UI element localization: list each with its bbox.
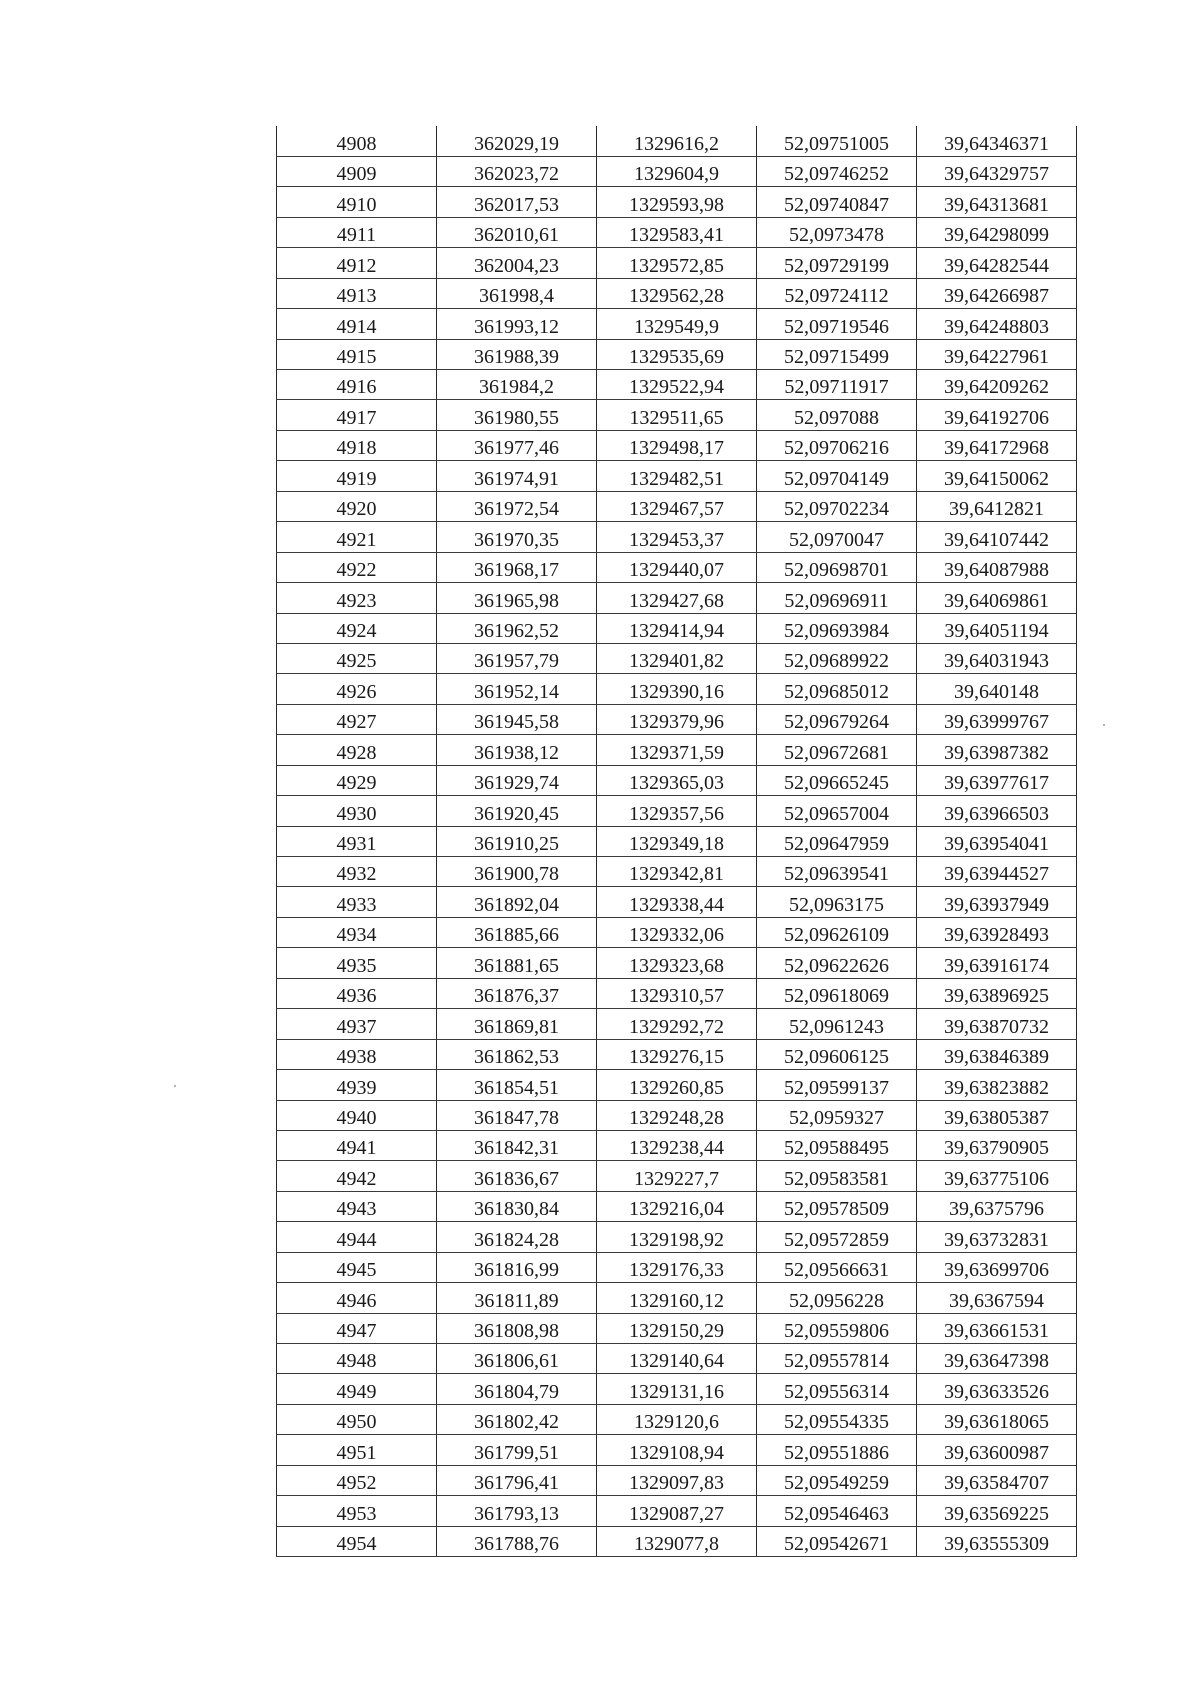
point-number-cell: 4948 (277, 1344, 437, 1374)
point-number-cell: 4921 (277, 522, 437, 552)
table-row (277, 309, 1077, 339)
longitude-cell: 39,64266987 (917, 278, 1077, 308)
x-coordinate-cell: 362004,23 (437, 248, 597, 278)
table-row (277, 1526, 1077, 1556)
point-number-cell: 4920 (277, 491, 437, 521)
latitude-cell: 52,09606125 (757, 1039, 917, 1069)
y-coordinate-cell: 1329248,28 (597, 1100, 757, 1130)
point-number-cell: 4925 (277, 643, 437, 673)
point-number-cell: 4917 (277, 400, 437, 430)
latitude-cell: 52,09554335 (757, 1404, 917, 1434)
x-coordinate-cell: 361957,79 (437, 643, 597, 673)
longitude-cell: 39,63823882 (917, 1070, 1077, 1100)
x-coordinate-cell: 361920,45 (437, 796, 597, 826)
table-row (277, 613, 1077, 643)
point-number-cell: 4919 (277, 461, 437, 491)
longitude-cell: 39,640148 (917, 674, 1077, 704)
y-coordinate-cell: 1329349,18 (597, 826, 757, 856)
x-coordinate-cell: 361808,98 (437, 1313, 597, 1343)
longitude-cell: 39,64298099 (917, 217, 1077, 247)
y-coordinate-cell: 1329120,6 (597, 1404, 757, 1434)
x-coordinate-cell: 361793,13 (437, 1496, 597, 1526)
latitude-cell: 52,097088 (757, 400, 917, 430)
table-row (277, 1070, 1077, 1100)
point-number-cell: 4942 (277, 1161, 437, 1191)
table-row (277, 1100, 1077, 1130)
latitude-cell: 52,09751005 (757, 126, 917, 156)
table-row (277, 552, 1077, 582)
latitude-cell: 52,09746252 (757, 156, 917, 186)
y-coordinate-cell: 1329077,8 (597, 1526, 757, 1556)
x-coordinate-cell: 361988,39 (437, 339, 597, 369)
latitude-cell: 52,09711917 (757, 370, 917, 400)
table-row (277, 1009, 1077, 1039)
latitude-cell: 52,0956228 (757, 1283, 917, 1313)
table-row (277, 1313, 1077, 1343)
y-coordinate-cell: 1329414,94 (597, 613, 757, 643)
point-number-cell: 4941 (277, 1130, 437, 1160)
table-row (277, 1191, 1077, 1221)
coordinates-table (276, 126, 1077, 1557)
longitude-cell: 39,63775106 (917, 1161, 1077, 1191)
longitude-cell: 39,64329757 (917, 156, 1077, 186)
x-coordinate-cell: 361788,76 (437, 1526, 597, 1556)
x-coordinate-cell: 361836,67 (437, 1161, 597, 1191)
x-coordinate-cell: 361816,99 (437, 1252, 597, 1282)
latitude-cell: 52,09551886 (757, 1435, 917, 1465)
table-row (277, 1222, 1077, 1252)
table-row (277, 1283, 1077, 1313)
point-number-cell: 4928 (277, 735, 437, 765)
x-coordinate-cell: 361998,4 (437, 278, 597, 308)
point-number-cell: 4934 (277, 917, 437, 947)
x-coordinate-cell: 361804,79 (437, 1374, 597, 1404)
latitude-cell: 52,0959327 (757, 1100, 917, 1130)
longitude-cell: 39,64031943 (917, 643, 1077, 673)
x-coordinate-cell: 361885,66 (437, 917, 597, 947)
x-coordinate-cell: 361830,84 (437, 1191, 597, 1221)
longitude-cell: 39,64313681 (917, 187, 1077, 217)
latitude-cell: 52,09665245 (757, 765, 917, 795)
latitude-cell: 52,09557814 (757, 1344, 917, 1374)
point-number-cell: 4949 (277, 1374, 437, 1404)
x-coordinate-cell: 361876,37 (437, 978, 597, 1008)
latitude-cell: 52,09578509 (757, 1191, 917, 1221)
y-coordinate-cell: 1329276,15 (597, 1039, 757, 1069)
x-coordinate-cell: 361802,42 (437, 1404, 597, 1434)
longitude-cell: 39,63954041 (917, 826, 1077, 856)
y-coordinate-cell: 1329323,68 (597, 948, 757, 978)
y-coordinate-cell: 1329097,83 (597, 1465, 757, 1495)
y-coordinate-cell: 1329453,37 (597, 522, 757, 552)
x-coordinate-cell: 361881,65 (437, 948, 597, 978)
x-coordinate-cell: 361977,46 (437, 430, 597, 460)
y-coordinate-cell: 1329604,9 (597, 156, 757, 186)
y-coordinate-cell: 1329593,98 (597, 187, 757, 217)
latitude-cell: 52,0963175 (757, 887, 917, 917)
longitude-cell: 39,63870732 (917, 1009, 1077, 1039)
longitude-cell: 39,64192706 (917, 400, 1077, 430)
table-row (277, 826, 1077, 856)
table-row (277, 339, 1077, 369)
longitude-cell: 39,63916174 (917, 948, 1077, 978)
point-number-cell: 4950 (277, 1404, 437, 1434)
latitude-cell: 52,09724112 (757, 278, 917, 308)
point-number-cell: 4918 (277, 430, 437, 460)
longitude-cell: 39,63555309 (917, 1526, 1077, 1556)
table-row (277, 1465, 1077, 1495)
y-coordinate-cell: 1329616,2 (597, 126, 757, 156)
x-coordinate-cell: 361972,54 (437, 491, 597, 521)
latitude-cell: 52,09657004 (757, 796, 917, 826)
y-coordinate-cell: 1329260,85 (597, 1070, 757, 1100)
latitude-cell: 52,09696911 (757, 583, 917, 613)
point-number-cell: 4909 (277, 156, 437, 186)
x-coordinate-cell: 361962,52 (437, 613, 597, 643)
longitude-cell: 39,63790905 (917, 1130, 1077, 1160)
latitude-cell: 52,09702234 (757, 491, 917, 521)
latitude-cell: 52,09693984 (757, 613, 917, 643)
table-row (277, 857, 1077, 887)
point-number-cell: 4945 (277, 1252, 437, 1282)
y-coordinate-cell: 1329427,68 (597, 583, 757, 613)
table-row (277, 948, 1077, 978)
x-coordinate-cell: 361968,17 (437, 552, 597, 582)
point-number-cell: 4939 (277, 1070, 437, 1100)
longitude-cell: 39,64227961 (917, 339, 1077, 369)
table-row (277, 917, 1077, 947)
latitude-cell: 52,09647959 (757, 826, 917, 856)
point-number-cell: 4931 (277, 826, 437, 856)
table-row (277, 1404, 1077, 1434)
longitude-cell: 39,63999767 (917, 704, 1077, 734)
table-row (277, 248, 1077, 278)
latitude-cell: 52,0961243 (757, 1009, 917, 1039)
point-number-cell: 4923 (277, 583, 437, 613)
table-row (277, 978, 1077, 1008)
point-number-cell: 4938 (277, 1039, 437, 1069)
y-coordinate-cell: 1329401,82 (597, 643, 757, 673)
point-number-cell: 4916 (277, 370, 437, 400)
latitude-cell: 52,09706216 (757, 430, 917, 460)
point-number-cell: 4924 (277, 613, 437, 643)
point-number-cell: 4952 (277, 1465, 437, 1495)
y-coordinate-cell: 1329357,56 (597, 796, 757, 826)
y-coordinate-cell: 1329216,04 (597, 1191, 757, 1221)
y-coordinate-cell: 1329198,92 (597, 1222, 757, 1252)
table-row (277, 1374, 1077, 1404)
table-row (277, 156, 1077, 186)
x-coordinate-cell: 361900,78 (437, 857, 597, 887)
table-row (277, 704, 1077, 734)
x-coordinate-cell: 361806,61 (437, 1344, 597, 1374)
y-coordinate-cell: 1329511,65 (597, 400, 757, 430)
point-number-cell: 4927 (277, 704, 437, 734)
x-coordinate-cell: 361929,74 (437, 765, 597, 795)
y-coordinate-cell: 1329310,57 (597, 978, 757, 1008)
table-row (277, 643, 1077, 673)
longitude-cell: 39,64346371 (917, 126, 1077, 156)
longitude-cell: 39,64087988 (917, 552, 1077, 582)
latitude-cell: 52,09729199 (757, 248, 917, 278)
latitude-cell: 52,09689922 (757, 643, 917, 673)
longitude-cell: 39,63600987 (917, 1435, 1077, 1465)
y-coordinate-cell: 1329498,17 (597, 430, 757, 460)
latitude-cell: 52,0970047 (757, 522, 917, 552)
table-row (277, 1039, 1077, 1069)
x-coordinate-cell: 361847,78 (437, 1100, 597, 1130)
latitude-cell: 52,09685012 (757, 674, 917, 704)
point-number-cell: 4910 (277, 187, 437, 217)
x-coordinate-cell: 361993,12 (437, 309, 597, 339)
longitude-cell: 39,63977617 (917, 765, 1077, 795)
longitude-cell: 39,64051194 (917, 613, 1077, 643)
y-coordinate-cell: 1329108,94 (597, 1435, 757, 1465)
y-coordinate-cell: 1329522,94 (597, 370, 757, 400)
y-coordinate-cell: 1329535,69 (597, 339, 757, 369)
y-coordinate-cell: 1329549,9 (597, 309, 757, 339)
longitude-cell: 39,6412821 (917, 491, 1077, 521)
latitude-cell: 52,0973478 (757, 217, 917, 247)
longitude-cell: 39,6375796 (917, 1191, 1077, 1221)
longitude-cell: 39,63937949 (917, 887, 1077, 917)
latitude-cell: 52,09542671 (757, 1526, 917, 1556)
point-number-cell: 4932 (277, 857, 437, 887)
table-row (277, 187, 1077, 217)
coordinates-table-body (277, 126, 1077, 1557)
longitude-cell: 39,63966503 (917, 796, 1077, 826)
latitude-cell: 52,09572859 (757, 1222, 917, 1252)
y-coordinate-cell: 1329150,29 (597, 1313, 757, 1343)
point-number-cell: 4912 (277, 248, 437, 278)
latitude-cell: 52,09583581 (757, 1161, 917, 1191)
table-row (277, 522, 1077, 552)
table-row (277, 491, 1077, 521)
point-number-cell: 4944 (277, 1222, 437, 1252)
longitude-cell: 39,64248803 (917, 309, 1077, 339)
longitude-cell: 39,63647398 (917, 1344, 1077, 1374)
y-coordinate-cell: 1329467,57 (597, 491, 757, 521)
point-number-cell: 4936 (277, 978, 437, 1008)
x-coordinate-cell: 362023,72 (437, 156, 597, 186)
y-coordinate-cell: 1329131,16 (597, 1374, 757, 1404)
latitude-cell: 52,09672681 (757, 735, 917, 765)
point-number-cell: 4940 (277, 1100, 437, 1130)
y-coordinate-cell: 1329332,06 (597, 917, 757, 947)
latitude-cell: 52,09639541 (757, 857, 917, 887)
table-row (277, 126, 1077, 156)
longitude-cell: 39,63805387 (917, 1100, 1077, 1130)
longitude-cell: 39,63699706 (917, 1252, 1077, 1282)
latitude-cell: 52,09719546 (757, 309, 917, 339)
longitude-cell: 39,64107442 (917, 522, 1077, 552)
x-coordinate-cell: 361799,51 (437, 1435, 597, 1465)
point-number-cell: 4930 (277, 796, 437, 826)
x-coordinate-cell: 361892,04 (437, 887, 597, 917)
table-row (277, 1252, 1077, 1282)
longitude-cell: 39,63928493 (917, 917, 1077, 947)
table-row (277, 461, 1077, 491)
longitude-cell: 39,63944527 (917, 857, 1077, 887)
x-coordinate-cell: 361854,51 (437, 1070, 597, 1100)
latitude-cell: 52,09740847 (757, 187, 917, 217)
point-number-cell: 4954 (277, 1526, 437, 1556)
x-coordinate-cell: 361965,98 (437, 583, 597, 613)
y-coordinate-cell: 1329583,41 (597, 217, 757, 247)
longitude-cell: 39,63584707 (917, 1465, 1077, 1495)
y-coordinate-cell: 1329572,85 (597, 248, 757, 278)
point-number-cell: 4951 (277, 1435, 437, 1465)
longitude-cell: 39,63661531 (917, 1313, 1077, 1343)
latitude-cell: 52,09566631 (757, 1252, 917, 1282)
y-coordinate-cell: 1329371,59 (597, 735, 757, 765)
y-coordinate-cell: 1329562,28 (597, 278, 757, 308)
latitude-cell: 52,09588495 (757, 1130, 917, 1160)
y-coordinate-cell: 1329338,44 (597, 887, 757, 917)
point-number-cell: 4908 (277, 126, 437, 156)
scan-speck (174, 1085, 176, 1087)
table-row (277, 765, 1077, 795)
table-row (277, 1130, 1077, 1160)
longitude-cell: 39,64069861 (917, 583, 1077, 613)
latitude-cell: 52,09546463 (757, 1496, 917, 1526)
point-number-cell: 4946 (277, 1283, 437, 1313)
longitude-cell: 39,63896925 (917, 978, 1077, 1008)
x-coordinate-cell: 361938,12 (437, 735, 597, 765)
point-number-cell: 4913 (277, 278, 437, 308)
x-coordinate-cell: 361910,25 (437, 826, 597, 856)
table-row (277, 735, 1077, 765)
longitude-cell: 39,64209262 (917, 370, 1077, 400)
x-coordinate-cell: 361862,53 (437, 1039, 597, 1069)
table-row (277, 400, 1077, 430)
x-coordinate-cell: 361842,31 (437, 1130, 597, 1160)
table-row (277, 278, 1077, 308)
latitude-cell: 52,09715499 (757, 339, 917, 369)
latitude-cell: 52,09556314 (757, 1374, 917, 1404)
point-number-cell: 4915 (277, 339, 437, 369)
y-coordinate-cell: 1329160,12 (597, 1283, 757, 1313)
point-number-cell: 4929 (277, 765, 437, 795)
latitude-cell: 52,09626109 (757, 917, 917, 947)
table-row (277, 887, 1077, 917)
longitude-cell: 39,64282544 (917, 248, 1077, 278)
longitude-cell: 39,64150062 (917, 461, 1077, 491)
longitude-cell: 39,63618065 (917, 1404, 1077, 1434)
table-row (277, 430, 1077, 460)
x-coordinate-cell: 361811,89 (437, 1283, 597, 1313)
point-number-cell: 4926 (277, 674, 437, 704)
longitude-cell: 39,63633526 (917, 1374, 1077, 1404)
x-coordinate-cell: 362010,61 (437, 217, 597, 247)
x-coordinate-cell: 361984,2 (437, 370, 597, 400)
point-number-cell: 4947 (277, 1313, 437, 1343)
table-row (277, 583, 1077, 613)
longitude-cell: 39,6367594 (917, 1283, 1077, 1313)
table-row (277, 217, 1077, 247)
x-coordinate-cell: 361980,55 (437, 400, 597, 430)
y-coordinate-cell: 1329087,27 (597, 1496, 757, 1526)
y-coordinate-cell: 1329140,64 (597, 1344, 757, 1374)
latitude-cell: 52,09599137 (757, 1070, 917, 1100)
point-number-cell: 4914 (277, 309, 437, 339)
longitude-cell: 39,63569225 (917, 1496, 1077, 1526)
latitude-cell: 52,09704149 (757, 461, 917, 491)
y-coordinate-cell: 1329440,07 (597, 552, 757, 582)
longitude-cell: 39,63846389 (917, 1039, 1077, 1069)
latitude-cell: 52,09698701 (757, 552, 917, 582)
x-coordinate-cell: 361974,91 (437, 461, 597, 491)
latitude-cell: 52,09618069 (757, 978, 917, 1008)
latitude-cell: 52,09549259 (757, 1465, 917, 1495)
y-coordinate-cell: 1329379,96 (597, 704, 757, 734)
longitude-cell: 39,64172968 (917, 430, 1077, 460)
table-row (277, 1435, 1077, 1465)
table-row (277, 1496, 1077, 1526)
x-coordinate-cell: 361796,41 (437, 1465, 597, 1495)
point-number-cell: 4935 (277, 948, 437, 978)
y-coordinate-cell: 1329342,81 (597, 857, 757, 887)
x-coordinate-cell: 362029,19 (437, 126, 597, 156)
point-number-cell: 4953 (277, 1496, 437, 1526)
y-coordinate-cell: 1329238,44 (597, 1130, 757, 1160)
x-coordinate-cell: 361824,28 (437, 1222, 597, 1252)
latitude-cell: 52,09622626 (757, 948, 917, 978)
y-coordinate-cell: 1329390,16 (597, 674, 757, 704)
scan-speck (1103, 724, 1105, 726)
x-coordinate-cell: 361869,81 (437, 1009, 597, 1039)
table-row (277, 1161, 1077, 1191)
longitude-cell: 39,63732831 (917, 1222, 1077, 1252)
table-row (277, 1344, 1077, 1374)
table-row (277, 370, 1077, 400)
point-number-cell: 4911 (277, 217, 437, 247)
x-coordinate-cell: 361952,14 (437, 674, 597, 704)
longitude-cell: 39,63987382 (917, 735, 1077, 765)
y-coordinate-cell: 1329227,7 (597, 1161, 757, 1191)
x-coordinate-cell: 361970,35 (437, 522, 597, 552)
y-coordinate-cell: 1329365,03 (597, 765, 757, 795)
latitude-cell: 52,09559806 (757, 1313, 917, 1343)
y-coordinate-cell: 1329176,33 (597, 1252, 757, 1282)
x-coordinate-cell: 362017,53 (437, 187, 597, 217)
latitude-cell: 52,09679264 (757, 704, 917, 734)
y-coordinate-cell: 1329482,51 (597, 461, 757, 491)
point-number-cell: 4922 (277, 552, 437, 582)
point-number-cell: 4933 (277, 887, 437, 917)
table-row (277, 796, 1077, 826)
y-coordinate-cell: 1329292,72 (597, 1009, 757, 1039)
table-row (277, 674, 1077, 704)
x-coordinate-cell: 361945,58 (437, 704, 597, 734)
point-number-cell: 4937 (277, 1009, 437, 1039)
point-number-cell: 4943 (277, 1191, 437, 1221)
